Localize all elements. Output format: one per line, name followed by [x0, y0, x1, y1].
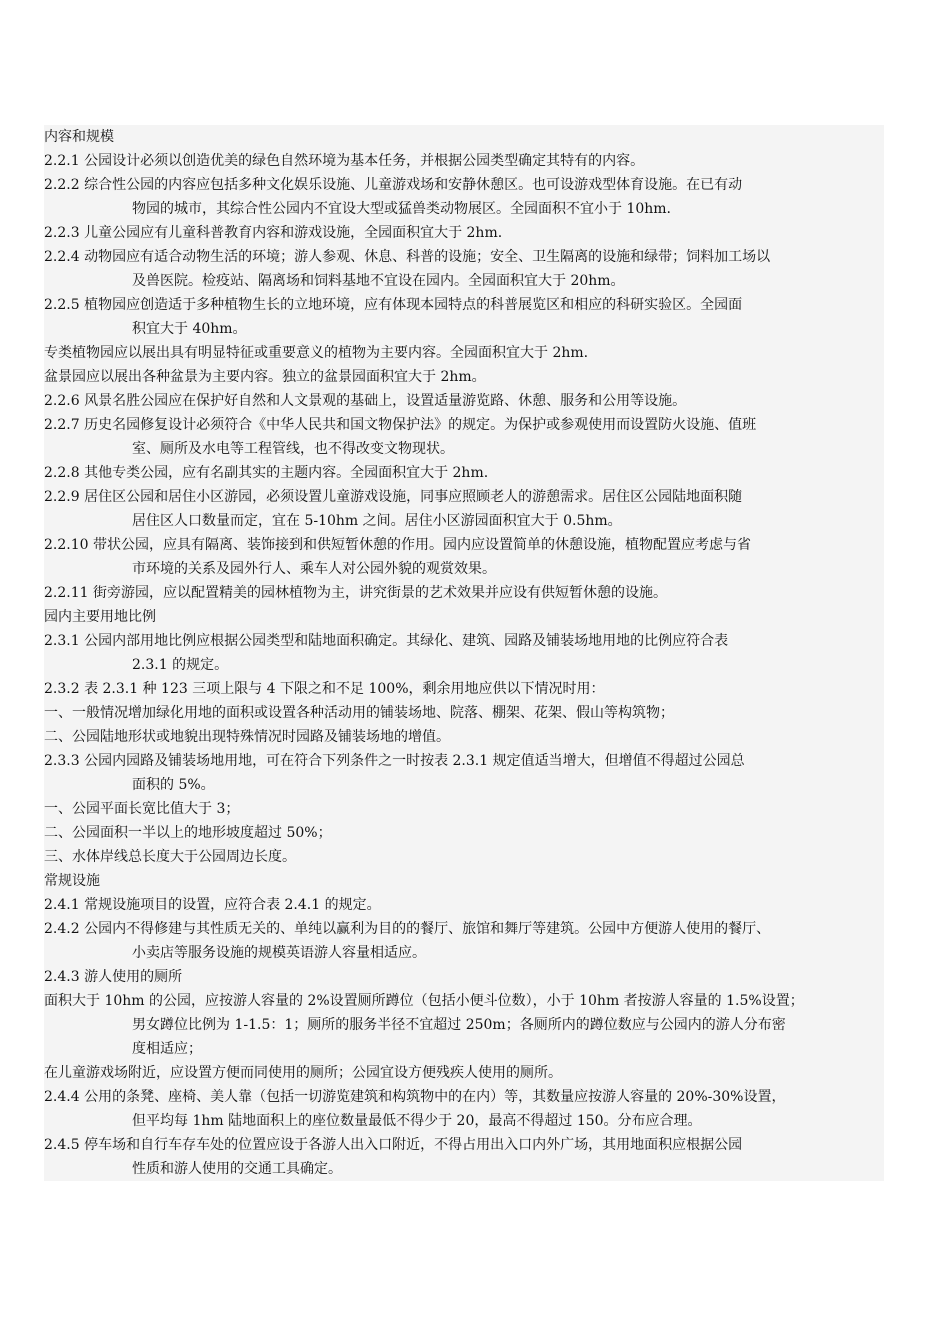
paragraph-line: 一、一般情况增加绿化用地的面积或设置各种活动用的铺装场地、院落、棚架、花架、假山等构筑物；	[44, 705, 674, 721]
paragraph-line: 2.4.1 常规设施项目的设置，应符合表 2.4.1 的规定。	[44, 897, 381, 913]
paragraph-continuation-line: 物园的城市，其综合性公园内不宜设大型或猛兽类动物展区。全园面积不宜小于 10hm.	[132, 201, 672, 217]
paragraph-line: 2.2.3 儿童公园应有儿童科普教育内容和游戏设施，全园面积宜大于 2hm.	[44, 225, 503, 241]
paragraph-line: 2.2.11 街旁游园，应以配置精美的园林植物为主，讲究街景的艺术效果并应设有供短暂休憩的设施。	[44, 585, 667, 601]
paragraph-line: 面积大于 10hm 的公园，应按游人容量的 2%设置厕所蹲位（包括小便斗位数），小于 10hm 者按游人容量的 1.5%设置；	[44, 993, 804, 1009]
paragraph-line: 二、公园陆地形状或地貌出现特殊情况时园路及铺装场地的增值。	[44, 729, 450, 745]
paragraph-line: 2.3.3 公园内园路及铺装场地用地，可在符合下列条件之一时按表 2.3.1 规定值适当增大，但增值不得超过公园总	[44, 753, 745, 769]
paragraph-line: 内容和规模	[44, 129, 114, 145]
paragraph-continuation-line: 及兽医院。检疫站、隔离场和饲料基地不宜设在园内。全园面积宜大于 20hm。	[132, 273, 625, 289]
paragraph-line: 园内主要用地比例	[44, 609, 156, 625]
paragraph-line: 2.4.2 公园内不得修建与其性质无关的、单纯以赢利为目的的餐厅、旅馆和舞厅等建筑。公园中方便游人使用的餐厅、	[44, 921, 771, 937]
paragraph-line: 在儿童游戏场附近，应设置方便而同使用的厕所；公园宜设方便残疾人使用的厕所。	[44, 1065, 562, 1081]
paragraph-line: 2.3.1 公园内部用地比例应根据公园类型和陆地面积确定。其绿化、建筑、园路及铺装场地用地的比例应符合表	[44, 633, 729, 649]
paragraph-line: 二、公园面积一半以上的地形坡度超过 50%；	[44, 825, 332, 841]
paragraph-continuation-line: 性质和游人使用的交通工具确定。	[132, 1161, 342, 1177]
paragraph-continuation-line: 度相适应；	[132, 1041, 202, 1057]
paragraph-line: 2.4.4 公用的条凳、座椅、美人靠（包括一切游览建筑和构筑物中的在内）等，其数量应按游人容量的 20%-30%设置，	[44, 1089, 786, 1105]
paragraph-line: 2.2.10 带状公园，应具有隔离、装饰接到和供短暂休憩的作用。园内应设置简单的休憩设施，植物配置应考虑与省	[44, 537, 751, 553]
paragraph-line: 2.3.2 表 2.3.1 种 123 三项上限与 4 下限之和不足 100%，剩余用地应供以下情况时用：	[44, 681, 605, 697]
paragraph-line: 专类植物园应以展出具有明显特征或重要意义的植物为主要内容。全园面积宜大于 2hm.	[44, 345, 589, 361]
paragraph-line: 2.2.2 综合性公园的内容应包括多种文化娱乐设施、儿童游戏场和安静休憩区。也可设游戏型体育设施。在已有动	[44, 177, 743, 193]
paragraph-line: 2.2.4 动物园应有适合动物生活的环境；游人参观、休息、科普的设施；安全、卫生隔离的设施和绿带；饲料加工场以	[44, 249, 771, 265]
paragraph-line: 三、水体岸线总长度大于公园周边长度。	[44, 849, 296, 865]
paragraph-line: 2.4.5 停车场和自行车存车处的位置应设于各游人出入口附近，不得占用出入口内外广场，其用地面积应根据公园	[44, 1137, 743, 1153]
paragraph-line: 2.2.7 历史名园修复设计必须符合《中华人民共和国文物保护法》的规定。为保护或参观使用而设置防火设施、值班	[44, 417, 757, 433]
paragraph-continuation-line: 居住区人口数量而定，宜在 5-10hm 之间。居住小区游园面积宜大于 0.5hm。	[132, 513, 622, 529]
paragraph-line: 2.2.8 其他专类公园，应有名副其实的主题内容。全园面积宜大于 2hm.	[44, 465, 489, 481]
paragraph-continuation-line: 市环境的关系及园外行人、乘车人对公园外貌的观赏效果。	[132, 561, 496, 577]
paragraph-line: 一、公园平面长宽比值大于 3；	[44, 801, 240, 817]
paragraph-continuation-line: 2.3.1 的规定。	[132, 657, 229, 673]
paragraph-line: 盆景园应以展出各种盆景为主要内容。独立的盆景园面积宜大于 2hm。	[44, 369, 486, 385]
document-body	[44, 125, 884, 1181]
paragraph-line: 2.2.5 植物园应创造适于多种植物生长的立地环境，应有体现本园特点的科普展览区和相应的科研实验区。全园面	[44, 297, 743, 313]
paragraph-line: 2.2.9 居住区公园和居住小区游园，必须设置儿童游戏设施，同事应照顾老人的游憩需求。居住区公园陆地面积随	[44, 489, 743, 505]
paragraph-continuation-line: 男女蹲位比例为 1-1.5：1；厕所的服务半径不宜超过 250m；各厕所内的蹲位数应与公园内的游人分布密	[132, 1017, 786, 1033]
paragraph-continuation-line: 但平均每 1hm 陆地面积上的座位数量最低不得少于 20，最高不得超过 150。分布应合理。	[132, 1113, 702, 1129]
paragraph-continuation-line: 积宜大于 40hm。	[132, 321, 247, 337]
paragraph-continuation-line: 小卖店等服务设施的规模英语游人容量相适应。	[132, 945, 426, 961]
paragraph-line: 2.2.1 公园设计必须以创造优美的绿色自然环境为基本任务，并根据公园类型确定其特有的内容。	[44, 153, 645, 169]
paragraph-continuation-line: 室、厕所及水电等工程管线，也不得改变文物现状。	[132, 441, 454, 457]
paragraph-line: 2.4.3 游人使用的厕所	[44, 969, 183, 985]
paragraph-continuation-line: 面积的 5%。	[132, 777, 215, 793]
paragraph-line: 2.2.6 风景名胜公园应在保护好自然和人文景观的基础上，设置适量游览路、休憩、服务和公用等设施。	[44, 393, 687, 409]
paragraph-line: 常规设施	[44, 873, 100, 889]
